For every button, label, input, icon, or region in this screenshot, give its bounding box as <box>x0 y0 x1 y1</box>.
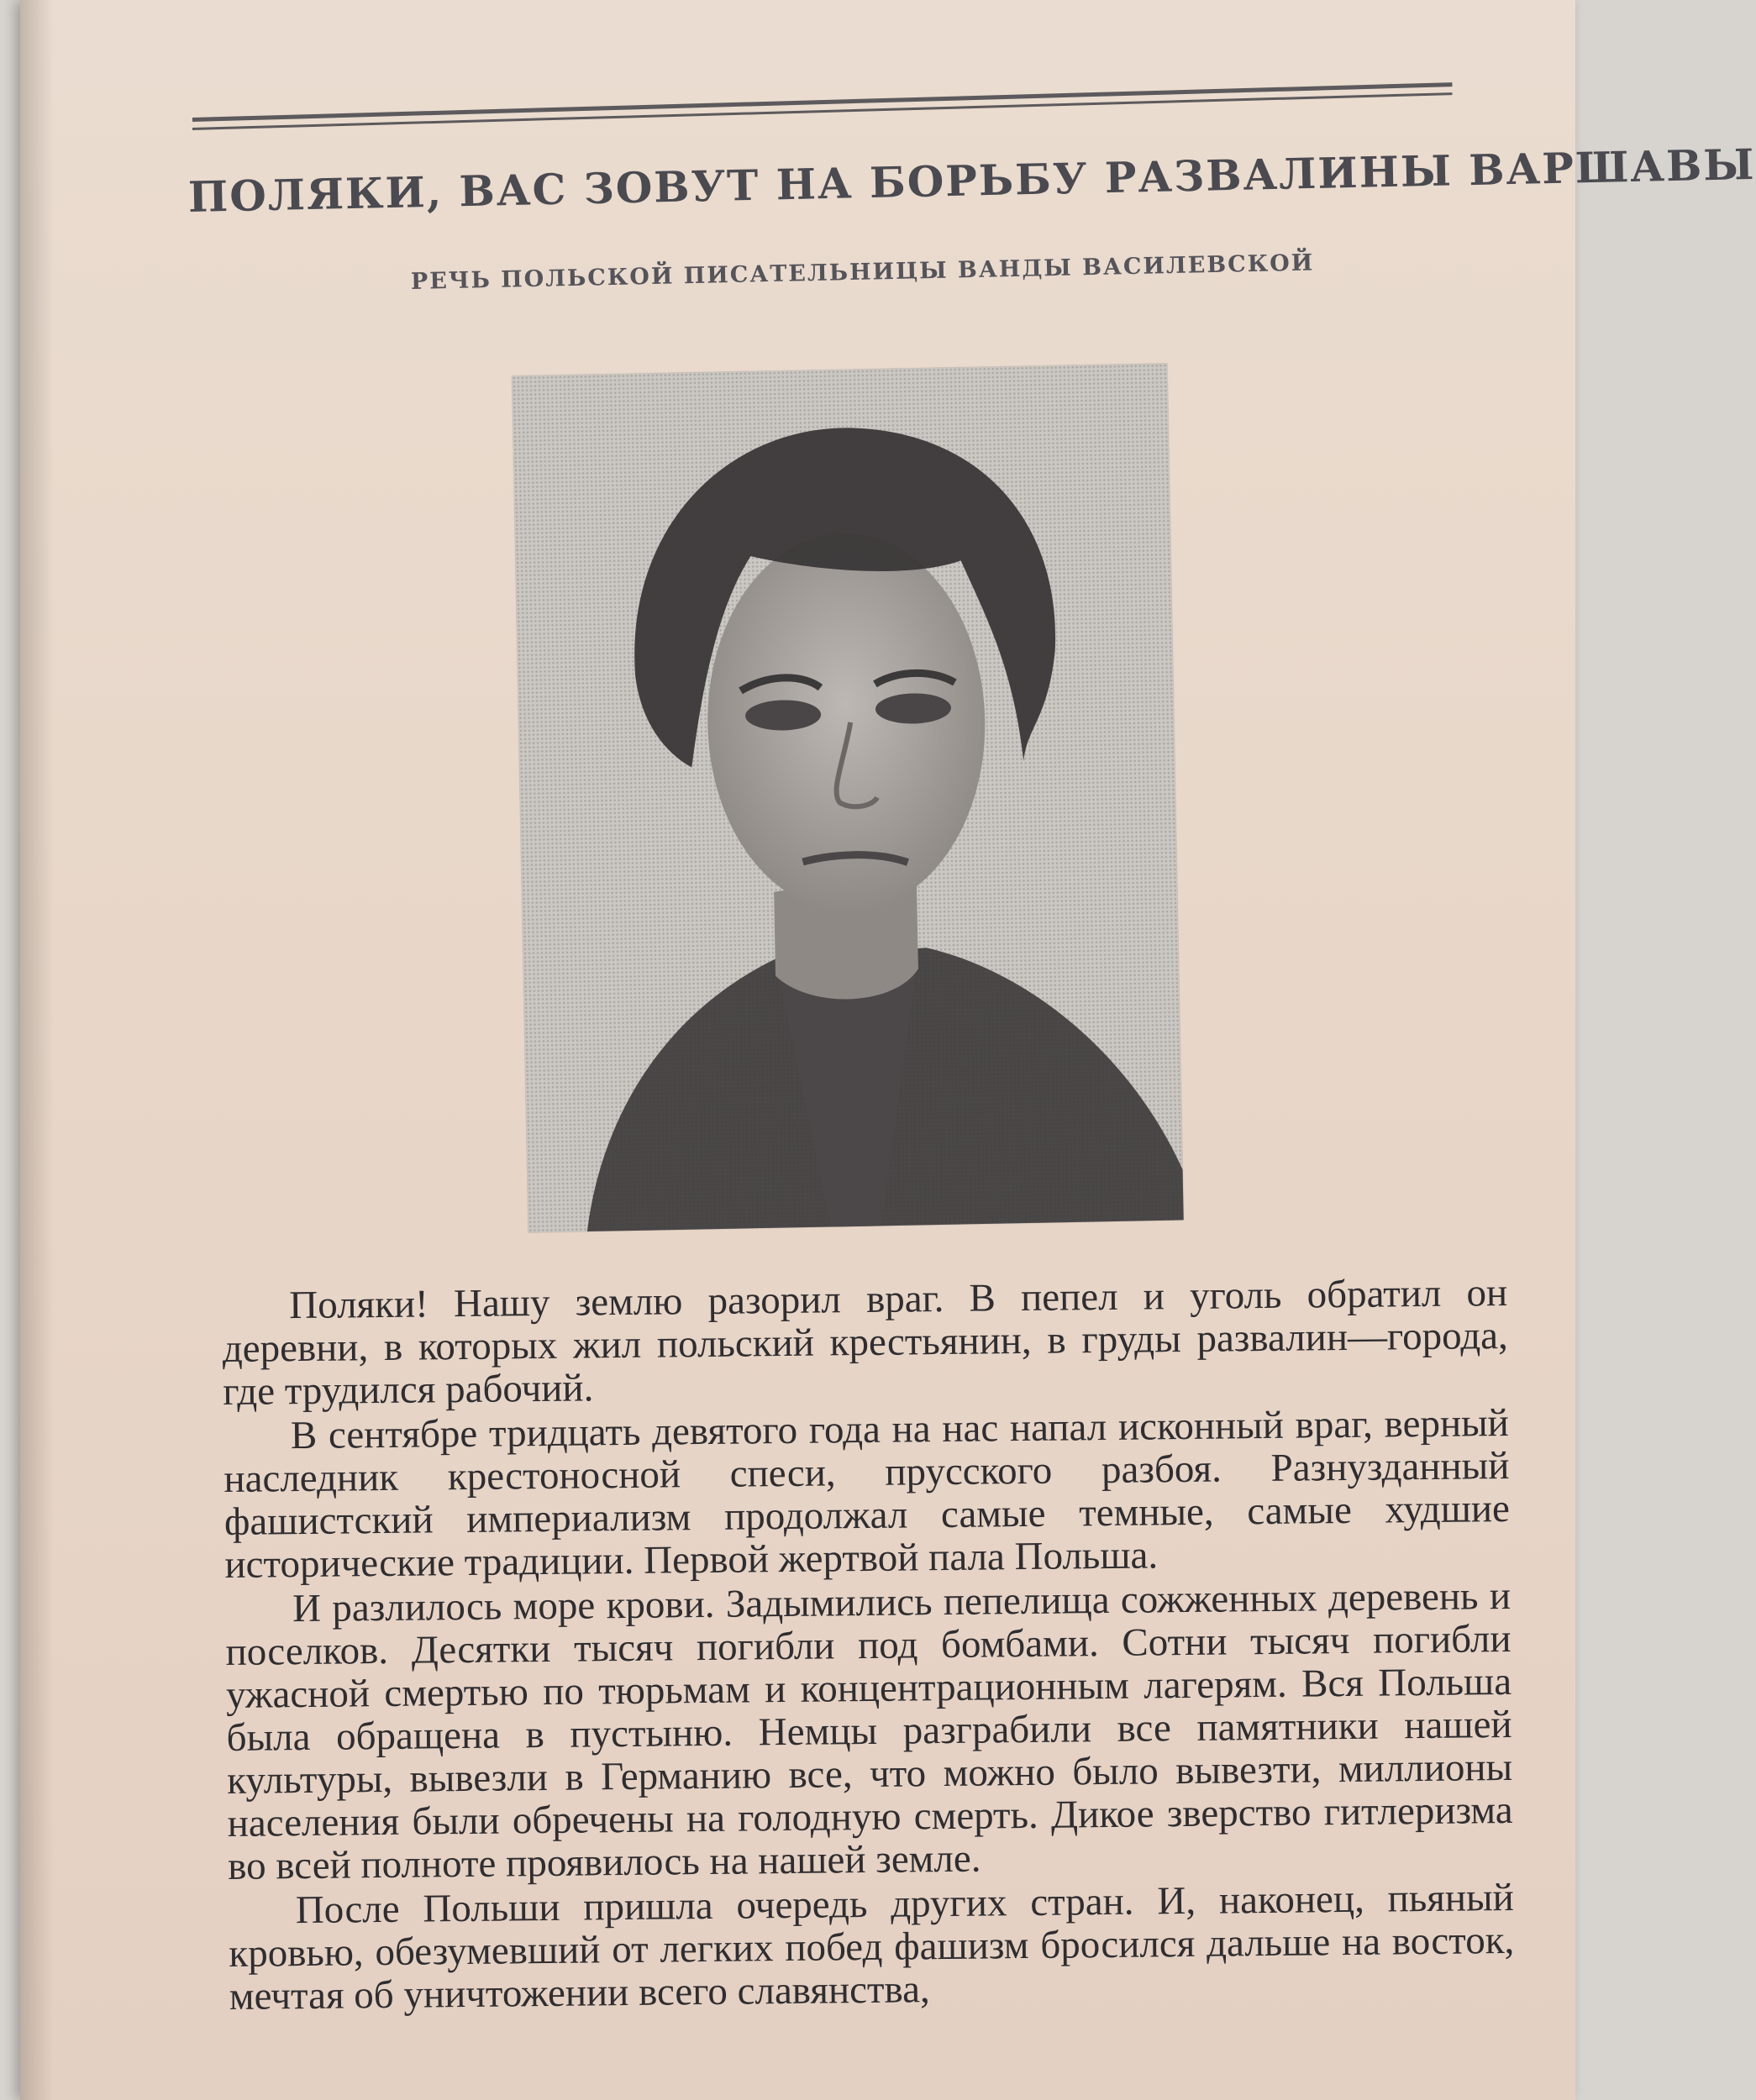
header-rule-thick <box>192 82 1453 122</box>
article-body <box>222 1272 1515 2020</box>
article-subtitle: РЕЧЬ ПОЛЬСКОЙ ПИСАТЕЛЬНИЦЫ ВАНДЫ ВАСИЛЕВСКОЙ <box>410 249 1315 295</box>
header-rule-thin <box>192 92 1452 130</box>
page-gutter-shadow <box>20 0 54 2100</box>
book-page <box>20 0 1756 2100</box>
paragraph: И разлилось море крови. Задымились пепелища сожженных деревень и поселков. Десятки тысяч погибли под бомбами. Сотни тысяч погибли ужасной смертью по тюрьмам и концентрационным лагерям. Вся Польша была обращена в пустыню. Немцы разграбили все памятники нашей культуры, вывезли в Германию все, что можно было вывезти, миллионы населения были обречены на голодную смерть. Дикое зверство гитлеризма во всей полноте проявилось на нашей земле. <box>225 1573 1513 1888</box>
portrait-photo <box>512 364 1183 1233</box>
paragraph: После Польши пришла очередь других стран. И, наконец, пьяный кровью, обезумевший от легких побед фашизм бросился дальше на восток, мечтая об уничтожении всего славянства, <box>229 1875 1515 2019</box>
paragraph: Поляки! Нашу землю разорил враг. В пепел и уголь обратил он деревни, в которых жил польский крестьянин, в груды развалин—города, где трудился рабочий. <box>222 1270 1508 1414</box>
portrait-photo-icon <box>512 364 1183 1233</box>
article-title: ПОЛЯКИ, ВАС ЗОВУТ НА БОРЬБУ РАЗВАЛИНЫ ВАРШАВЫ <box>187 139 1756 222</box>
paragraph: В сентябре тридцать девятого года на нас напал исконный враг, верный наследник крестоносной спеси, прусского разбоя. Разнузданный фашистский империализм продолжал самые темные, самые худшие исторические традиции. Первой жертвой пала Польша. <box>223 1400 1511 1587</box>
